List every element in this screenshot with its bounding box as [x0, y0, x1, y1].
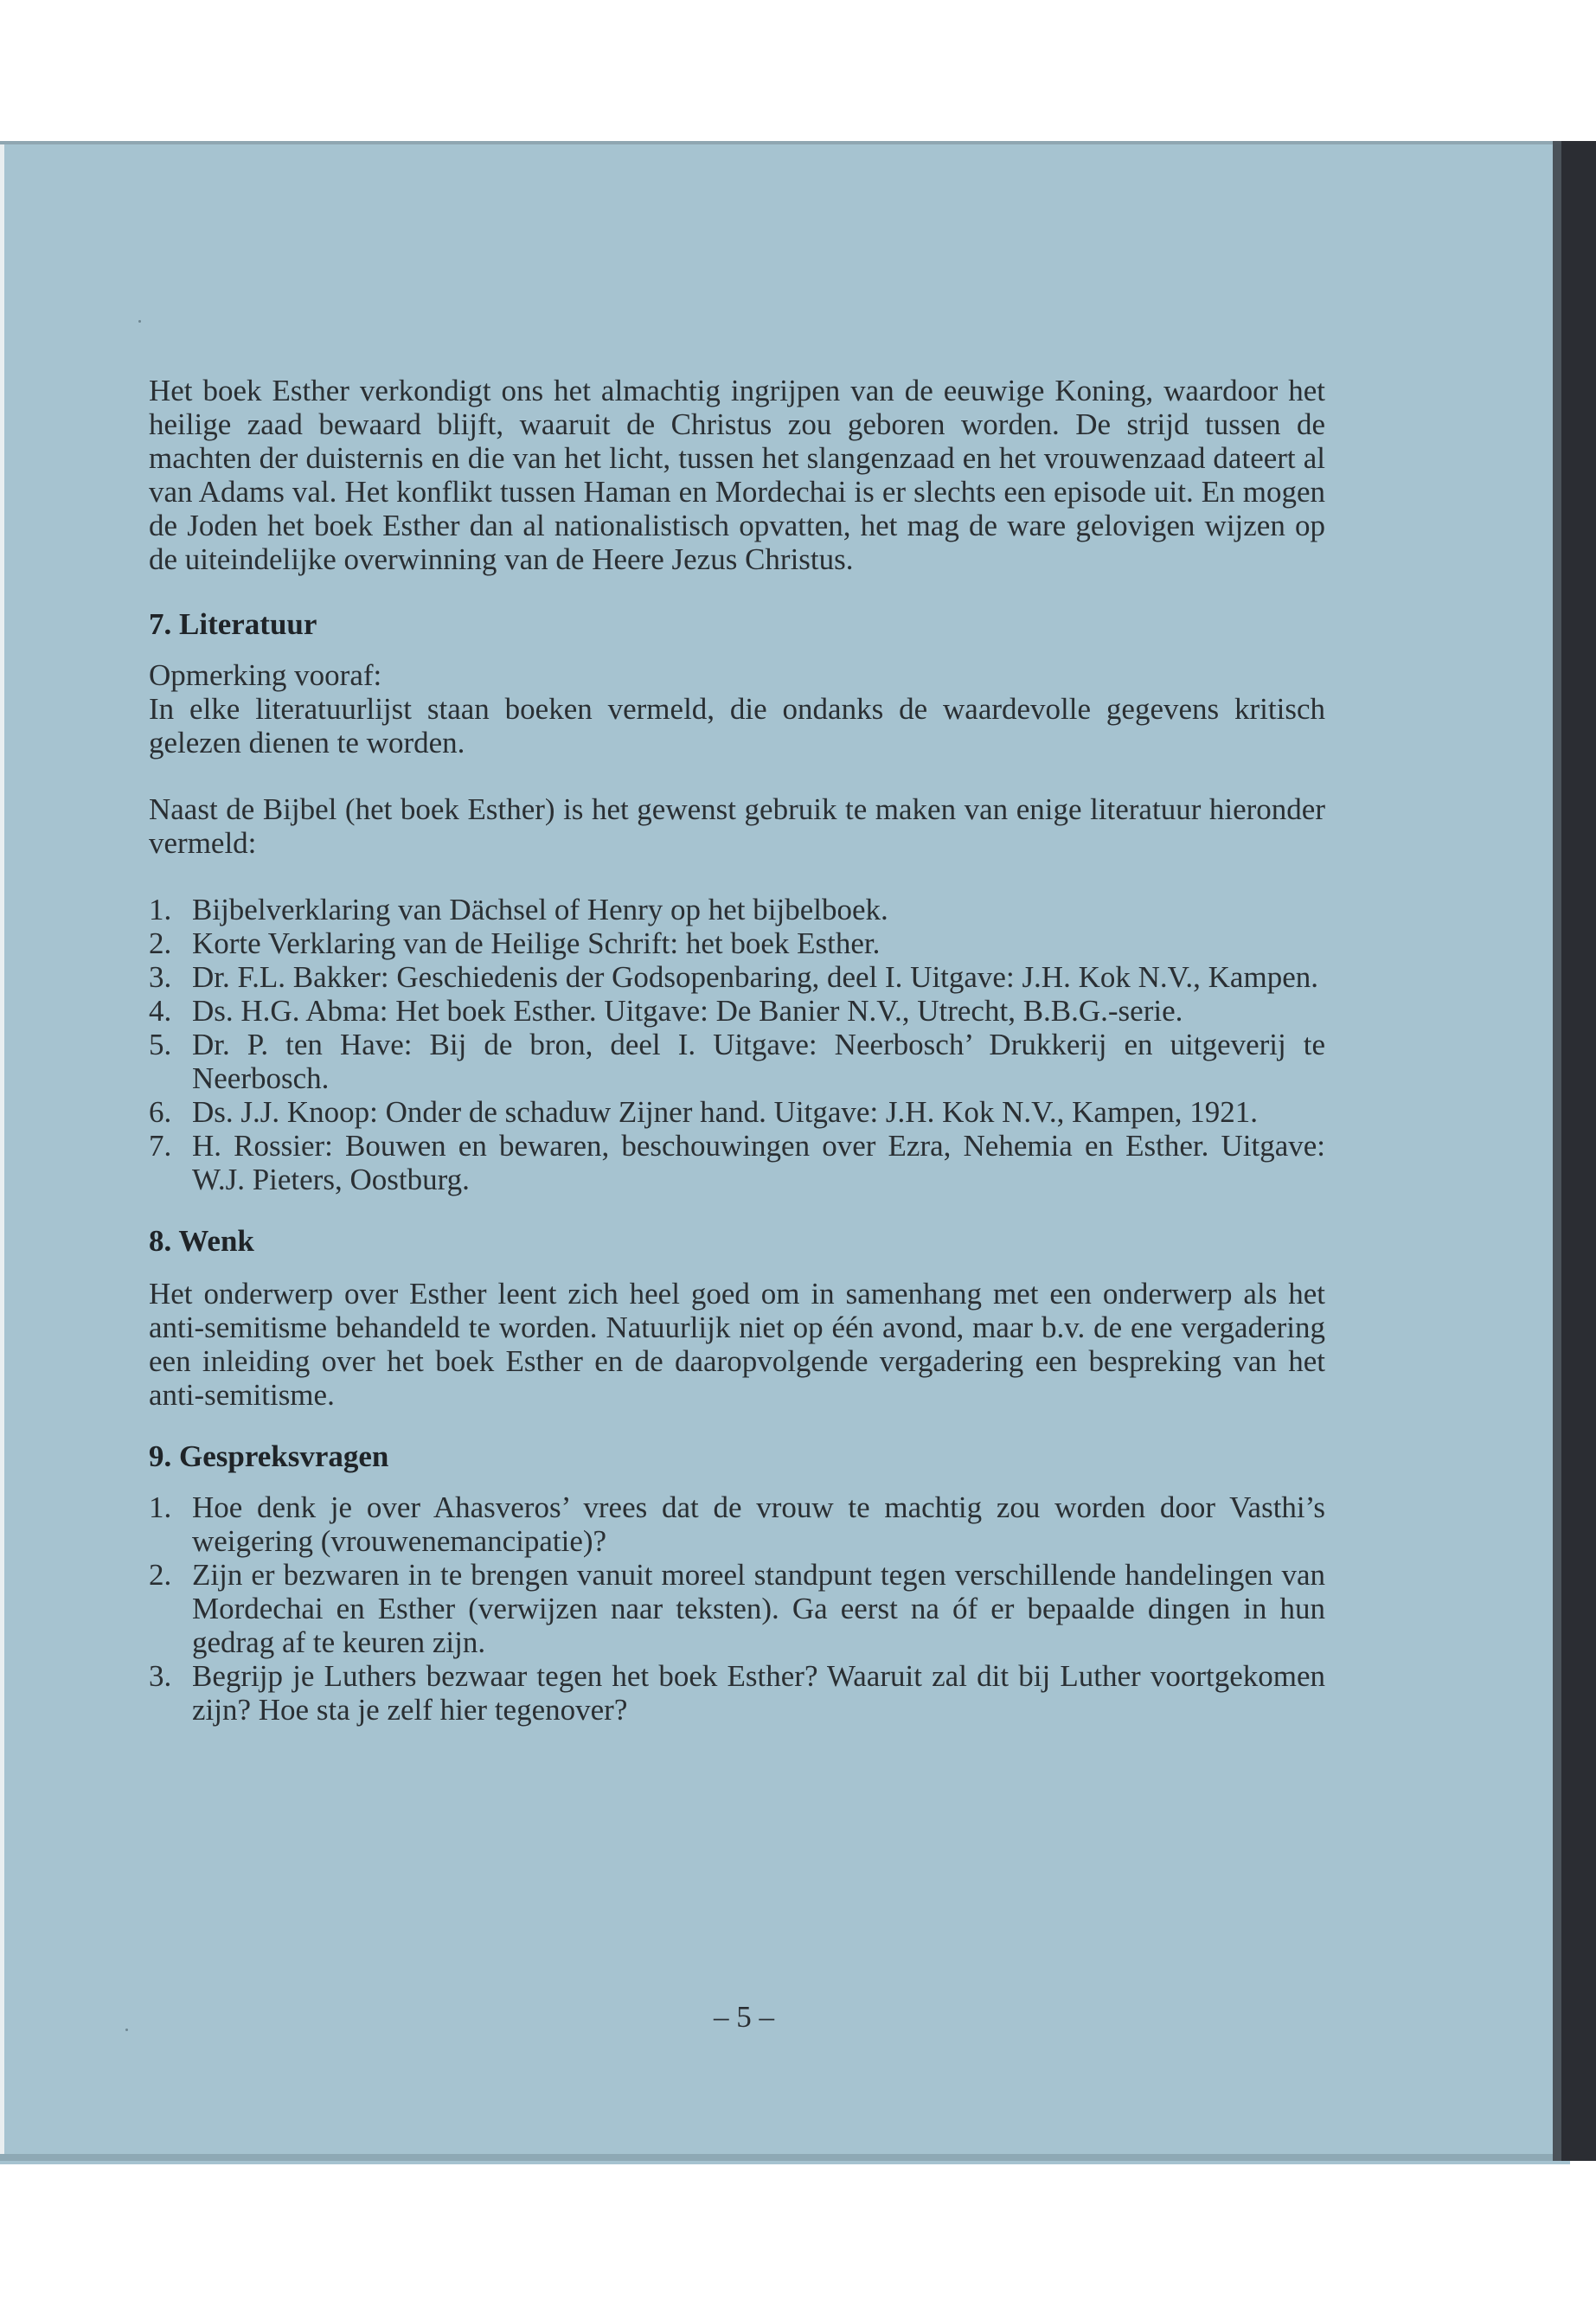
intro-paragraph: Het boek Esther verkondigt ons het almachtig ingrijpen van de eeuwige Koning, waardoor het heilige zaad bewaard blijft, waaruit de Christus zou geboren worden. De strijd tussen de machten der duisternis en die van het licht, tussen het slangenzaad en het vrouwenzaad dateert al van Adams val. Het konflikt tussen Haman en Mordechai is er slechts een episode uit. En mogen de Joden het boek Esther dan al nationalistisch opvatten, het mag de ware gelovigen wijzen op de uiteindelijke overwinning van de Heere Jezus Christus. — [149, 374, 1325, 576]
note-label: Opmerking vooraf: — [149, 658, 382, 692]
section-8-heading: 8. Wenk — [149, 1224, 254, 1258]
paper-speck — [138, 320, 141, 323]
questions-list — [149, 1490, 1325, 1727]
list-item: 3. Begrijp je Luthers bezwaar tegen het boek Esther? Waaruit zal dit bij Luther voortgekomen zijn? Hoe sta je zelf hier tegenover? — [149, 1659, 1325, 1727]
list-item: 6. Ds. J.J. Knoop: Onder de schaduw Zijner hand. Uitgave: J.H. Kok N.V., Kampen, 1921. — [149, 1095, 1258, 1129]
spine-shadow — [1553, 141, 1561, 2161]
page-content — [149, 374, 1325, 1727]
section-8-text: Het onderwerp over Esther leent zich heel goed om in samenhang met een onderwerp als het anti-semitisme behandeld te worden. Natuurlijk niet op één avond, maar b.v. de ene vergadering een inleiding over het boek Esther en de daaropvolgende vergadering een bespreking van het anti-semitisme. — [149, 1277, 1325, 1412]
list-item: 4. Ds. H.G. Abma: Het boek Esther. Uitgave: De Banier N.V., Utrecht, B.B.G.-serie. — [149, 994, 1183, 1028]
section-7-heading: 7. Literatuur — [149, 607, 317, 641]
page-bottom-edge — [0, 2154, 1557, 2161]
note-text: In elke literatuurlijst staan boeken vermeld, die ondanks de waardevolle gegevens kritisch gelezen dienen te worden. — [149, 692, 1325, 760]
literature-list — [149, 893, 1325, 1196]
page-left-edge — [0, 144, 4, 2161]
literature-intro: Naast de Bijbel (het boek Esther) is het gewenst gebruik te maken van enige literatuur hieronder vermeld: — [149, 792, 1325, 860]
list-item: 5. Dr. P. ten Have: Bij de bron, deel I. Uitgave: Neerbosch’ Drukkerij en uitgeverij te Neerbosch. — [149, 1028, 1325, 1095]
list-item: 1. Hoe denk je over Ahasveros’ vrees dat de vrouw te machtig zou worden door Vasthi’s weigering (vrouwenemancipatie)? — [149, 1490, 1325, 1558]
section-9-heading: 9. Gespreksvragen — [149, 1439, 389, 1473]
list-item: 3. Dr. F.L. Bakker: Geschiedenis der Godsopenbaring, deel I. Uitgave: J.H. Kok N.V., Kampen. — [149, 960, 1318, 994]
list-item: 2. Zijn er bezwaren in te brengen vanuit moreel standpunt tegen verschillende handelingen van Mordechai en Esther (verwijzen naar teksten). Ga eerst na óf er bepaalde dingen in hun gedrag af te keuren zijn. — [149, 1558, 1325, 1659]
list-item: 7. H. Rossier: Bouwen en bewaren, beschouwingen over Ezra, Nehemia en Esther. Uitgave: W.J. Pieters, Oostburg. — [149, 1129, 1325, 1196]
list-item: 2. Korte Verklaring van de Heilige Schrift: het boek Esther. — [149, 926, 881, 960]
page-number: – 5 – — [714, 2000, 774, 2034]
list-item: 1. Bijbelverklaring van Dächsel of Henry op het bijbelboek. — [149, 893, 888, 926]
